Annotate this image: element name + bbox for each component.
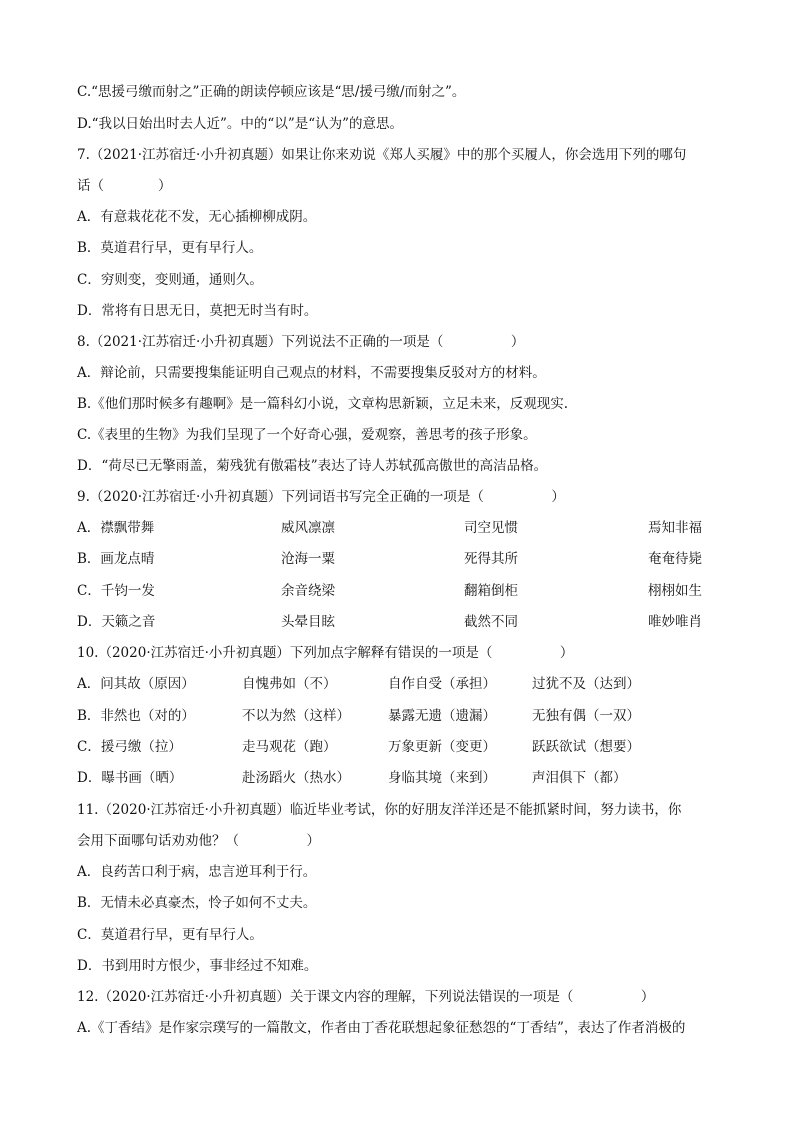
word-option: 身临其境（来到）: [388, 770, 496, 786]
word-option: 沧海一粟: [281, 551, 335, 567]
word-option: 不以为然（这样）: [242, 708, 350, 724]
word-option: 焉知非福: [648, 520, 702, 536]
question-9-stem: 9.（2020·江苏宿迁·小升初真题）下列词语书写完全正确的一项是（ ）: [77, 489, 565, 505]
question-7-stem: 7.（2021·江苏宿迁·小升初真题）如果让你来劝说《郑人买履》中的那个买履人，你会选用下列的哪句: [77, 147, 687, 163]
question-7-option-c: C．穷则变，变则通，通则久。: [77, 272, 263, 288]
question-12-option-a: A.《丁香结》是作家宗璞写的一篇散文，作者由丁香花联想起象征愁怨的“丁香结”，表达了作者消极的: [77, 1020, 686, 1036]
word-option: 头晕目眩: [281, 614, 335, 630]
question-8-option-d: D．“荷尽已无擎雨盖，菊残犹有傲霜枝”表达了诗人苏轼孤高傲世的高洁品格。: [77, 458, 548, 474]
word-option: 无独有偶（一双）: [532, 708, 640, 724]
word-option: D．曝书画（晒）: [77, 770, 183, 786]
word-option: 翻箱倒柜: [464, 583, 518, 599]
question-7-stem-continued: 话（ ）: [77, 178, 172, 194]
word-option: B．画龙点晴: [77, 551, 155, 567]
word-option: 跃跃欲试（想要）: [532, 739, 640, 755]
word-option: 赴汤蹈火（热水）: [242, 770, 350, 786]
word-option: 走马观花（跑）: [242, 739, 337, 755]
word-option: 自愧弗如（不）: [242, 676, 337, 692]
word-option: 过犹不及（达到）: [532, 676, 640, 692]
word-option: 万象更新（变更）: [388, 739, 496, 755]
word-option: 奄奄待毙: [648, 551, 702, 567]
question-8-option-a: A．辩论前，只需要搜集能证明自己观点的材料，不需要搜集反驳对方的材料。: [77, 365, 546, 381]
word-option: 唯妙唯肖: [648, 614, 702, 630]
question-12-stem: 12.（2020·江苏宿迁·小升初真题）关于课文内容的理解，下列说法错误的一项是（ ）: [77, 989, 655, 1005]
word-option: 栩栩如生: [648, 583, 702, 599]
word-option: 余音绕梁: [281, 583, 335, 599]
question-11-option-d: D．书到用时方恨少，事非经过不知难。: [77, 958, 318, 974]
word-option: 司空见惯: [464, 520, 518, 536]
word-option: A．襟飘带舞: [77, 520, 155, 536]
question-11-option-a: A．良药苦口利于病，忠言逆耳利于行。: [77, 864, 317, 880]
question-7-option-b: B．莫道君行早，更有早行人。: [77, 240, 263, 256]
question-8-stem: 8.（2021·江苏宿迁·小升初真题）下列说法不正确的一项是（ ）: [77, 334, 525, 350]
word-option: 截然不同: [464, 614, 518, 630]
word-option: C．千钧一发: [77, 583, 155, 599]
word-option: 威风凛凛: [281, 520, 335, 536]
question-8-option-b: B.《他们那时候多有趣啊》是一篇科幻小说，文章构思新颖，立足未来，反观现实.: [77, 396, 569, 412]
word-option: C．援弓缴（拉）: [77, 739, 182, 755]
question-11-option-c: C．莫道君行早，更有早行人。: [77, 927, 263, 943]
option-c-statement: C.“思援弓缴而射之”正确的朗读停顿应该是“思/援弓缴/而射之”。: [77, 84, 466, 100]
question-7-option-d: D．常将有日思无日，莫把无时当有时。: [77, 303, 318, 319]
word-option: 声泪俱下（都）: [532, 770, 627, 786]
question-8-option-c: C.《表里的生物》为我们呈现了一个好奇心强，爱观察，善思考的孩子形象。: [77, 427, 537, 443]
question-10-stem: 10.（2020·江苏宿迁·小升初真题）下列加点字解释有错误的一项是（ ）: [77, 645, 574, 661]
word-option: 自作自受（承担）: [388, 676, 496, 692]
question-11-option-b: B．无情未必真豪杰，怜子如何不丈夫。: [77, 895, 317, 911]
question-7-option-a: A．有意栽花花不发，无心插柳柳成阴。: [77, 209, 317, 225]
word-option: D．天籁之音: [77, 614, 156, 630]
question-11-stem: 11.（2020·江苏宿迁·小升初真题）临近毕业考试，你的好朋友洋洋还是不能抓紧时间，努力读书，你: [77, 802, 682, 818]
word-option: B．非然也（对的）: [77, 708, 195, 724]
question-11-stem-continued: 会用下面哪句话劝劝他？（ ）: [77, 833, 320, 849]
word-option: 死得其所: [464, 551, 518, 567]
option-d-statement: D.“我以日始出时去人近”。中的“以”是“认为”的意思。: [77, 116, 404, 132]
word-option: 暴露无遗（遗漏）: [388, 708, 496, 724]
word-option: A．问其故（原因）: [77, 676, 195, 692]
